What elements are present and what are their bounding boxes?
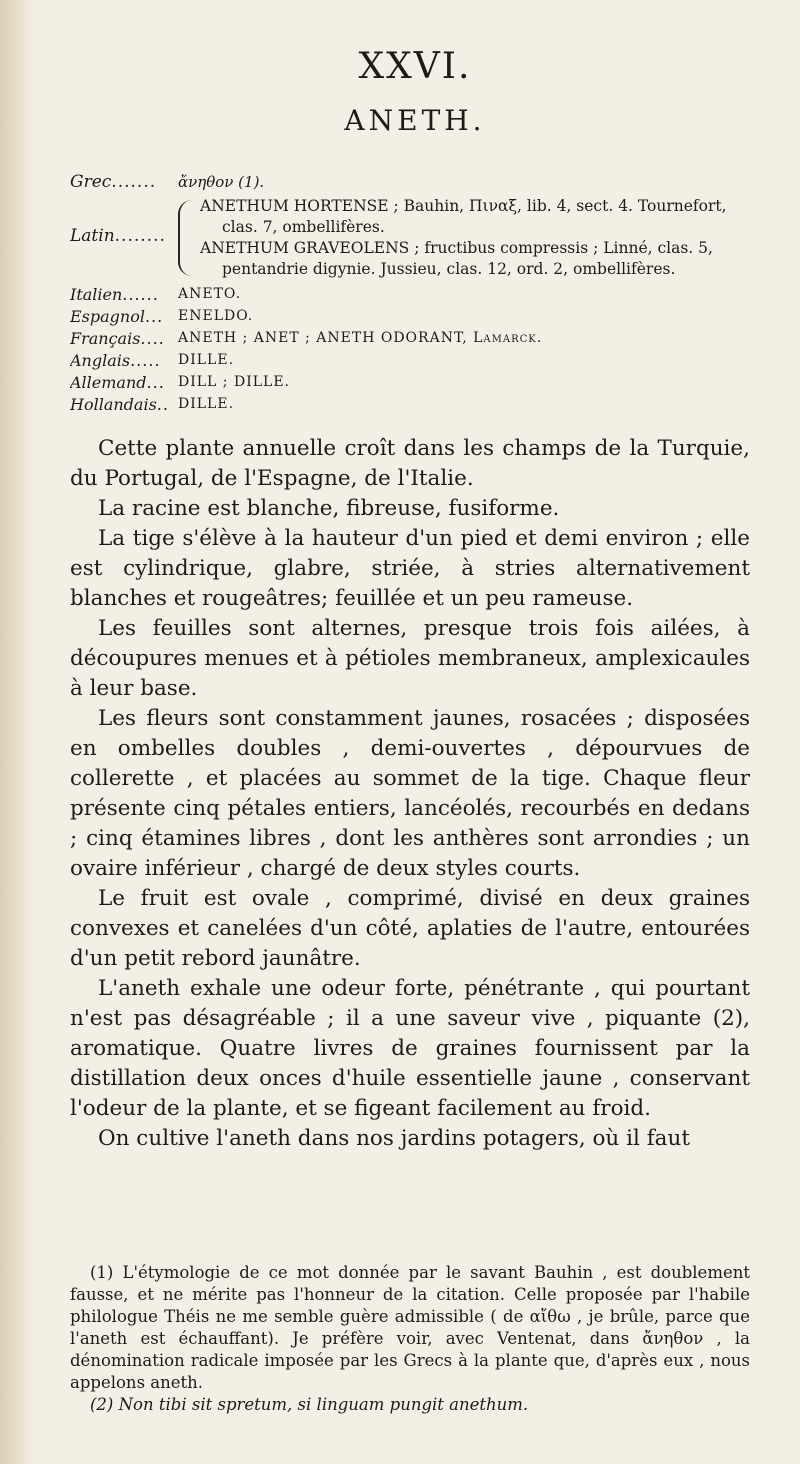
body-paragraph: Le fruit est ovale , comprimé, divisé en deux graines convexes et canelées d'un côté, aplaties de l'autre, entourées d'un petit rebord jaunâtre. <box>70 886 750 971</box>
body-paragraph: Les feuilles sont alternes, presque trois fois ailées, à découpures menues et à pétioles membraneux, amplexicaules à leur base. <box>70 616 750 701</box>
brace-icon <box>178 200 194 276</box>
chapter-numeral: XXVI. <box>358 46 472 87</box>
synonym-value: ANETO. <box>178 286 242 302</box>
page-title: ANETH. <box>344 104 486 137</box>
footnote: (1) L'étymologie de ce mot donnée par le savant Bauhin , est doublement fausse, et ne mérite pas l'honneur de la citation. Celle proposée par l'habile philologue Théis ne me semble guère admissible ( de αἴθω , je brûle, parce que l'aneth est échauffant). Je préfère voir, avec Ventenat, dans ἄνηθον , la dénomination radicale imposée par les Grecs à la plante que, d'après eux , nous appelons aneth. <box>70 1263 750 1392</box>
latin-entry: ANETHUM HORTENSE ; Bauhin, Πιναξ, lib. 4, sect. 4. Tournefort, clas. 7, ombellifères. <box>200 197 727 236</box>
footnote: (2) Non tibi sit spretum, si linguam pungit anethum. <box>90 1395 529 1414</box>
page-edge-shadow <box>0 0 34 1464</box>
body-paragraph: L'aneth exhale une odeur forte, pénétrante , qui pourtant n'est pas désagréable ; il a une saveur vive , piquante (2), aromatique. Quatre livres de graines fournissent par la distillation deux onces d'huile essentielle jaune , conservant l'odeur de la plante, et se figeant facilement au froid. <box>70 976 750 1121</box>
synonym-row-anglais <box>70 350 760 372</box>
synonym-row-francais <box>70 328 760 350</box>
synonym-table <box>70 172 760 416</box>
body-paragraph: On cultive l'aneth dans nos jardins potagers, où il faut <box>98 1126 690 1151</box>
synonym-row-latin <box>70 196 760 280</box>
synonym-row-espagnol <box>70 306 760 328</box>
language-label: Grec....... <box>70 172 157 192</box>
body-paragraph: La tige s'élève à la hauteur d'un pied et demi environ ; elle est cylindrique, glabre, striée, à stries alternativement blanches et rougeâtres; feuillée et un peu rameuse. <box>70 526 750 611</box>
body-paragraph: Cette plante annuelle croît dans les champs de la Turquie, du Portugal, de l'Espagne, de l'Italie. <box>70 436 750 491</box>
language-label: Allemand... <box>70 373 165 392</box>
language-label: Italien...... <box>70 285 159 304</box>
language-label: Français.... <box>70 329 165 348</box>
synonym-value: ENELDO. <box>178 308 254 324</box>
language-label: Anglais..... <box>70 351 161 370</box>
synonym-row-italien <box>70 284 760 306</box>
synonym-value: ἄνηθον (1). <box>178 173 265 191</box>
synonym-value: DILLE. <box>178 396 235 412</box>
body-text <box>70 434 750 1154</box>
latin-entries <box>200 196 760 280</box>
language-label: Espagnol... <box>70 307 164 326</box>
synonym-row-hollandais <box>70 394 760 416</box>
language-label: Latin........ <box>70 226 166 246</box>
synonym-value: DILL ; DILLE. <box>178 374 290 390</box>
latin-entry: ANETHUM GRAVEOLENS ; fructibus compressis ; Linné, clas. 5, pentandrie digynie. Jussieu, clas. 12, ord. 2, ombellifères. <box>200 239 713 278</box>
footnotes <box>70 1262 750 1416</box>
language-label: Hollandais.. <box>70 395 169 414</box>
body-paragraph: La racine est blanche, fibreuse, fusiforme. <box>98 496 560 521</box>
synonym-value: DILLE. <box>178 352 235 368</box>
body-paragraph: Les fleurs sont constamment jaunes, rosacées ; disposées en ombelles doubles , demi-ouvertes , dépourvues de collerette , et placées au sommet de la tige. Chaque fleur présente cinq pétales entiers, lancéolés, recourbés en dedans ; cinq étamines libres , dont les anthères sont arrondies ; un ovaire inférieur , chargé de deux styles courts. <box>70 706 750 881</box>
synonym-row-grec <box>70 172 760 193</box>
synonym-value: ANETH ; ANET ; ANETH ODORANT, Lamarck. <box>178 330 543 346</box>
synonym-row-allemand <box>70 372 760 394</box>
